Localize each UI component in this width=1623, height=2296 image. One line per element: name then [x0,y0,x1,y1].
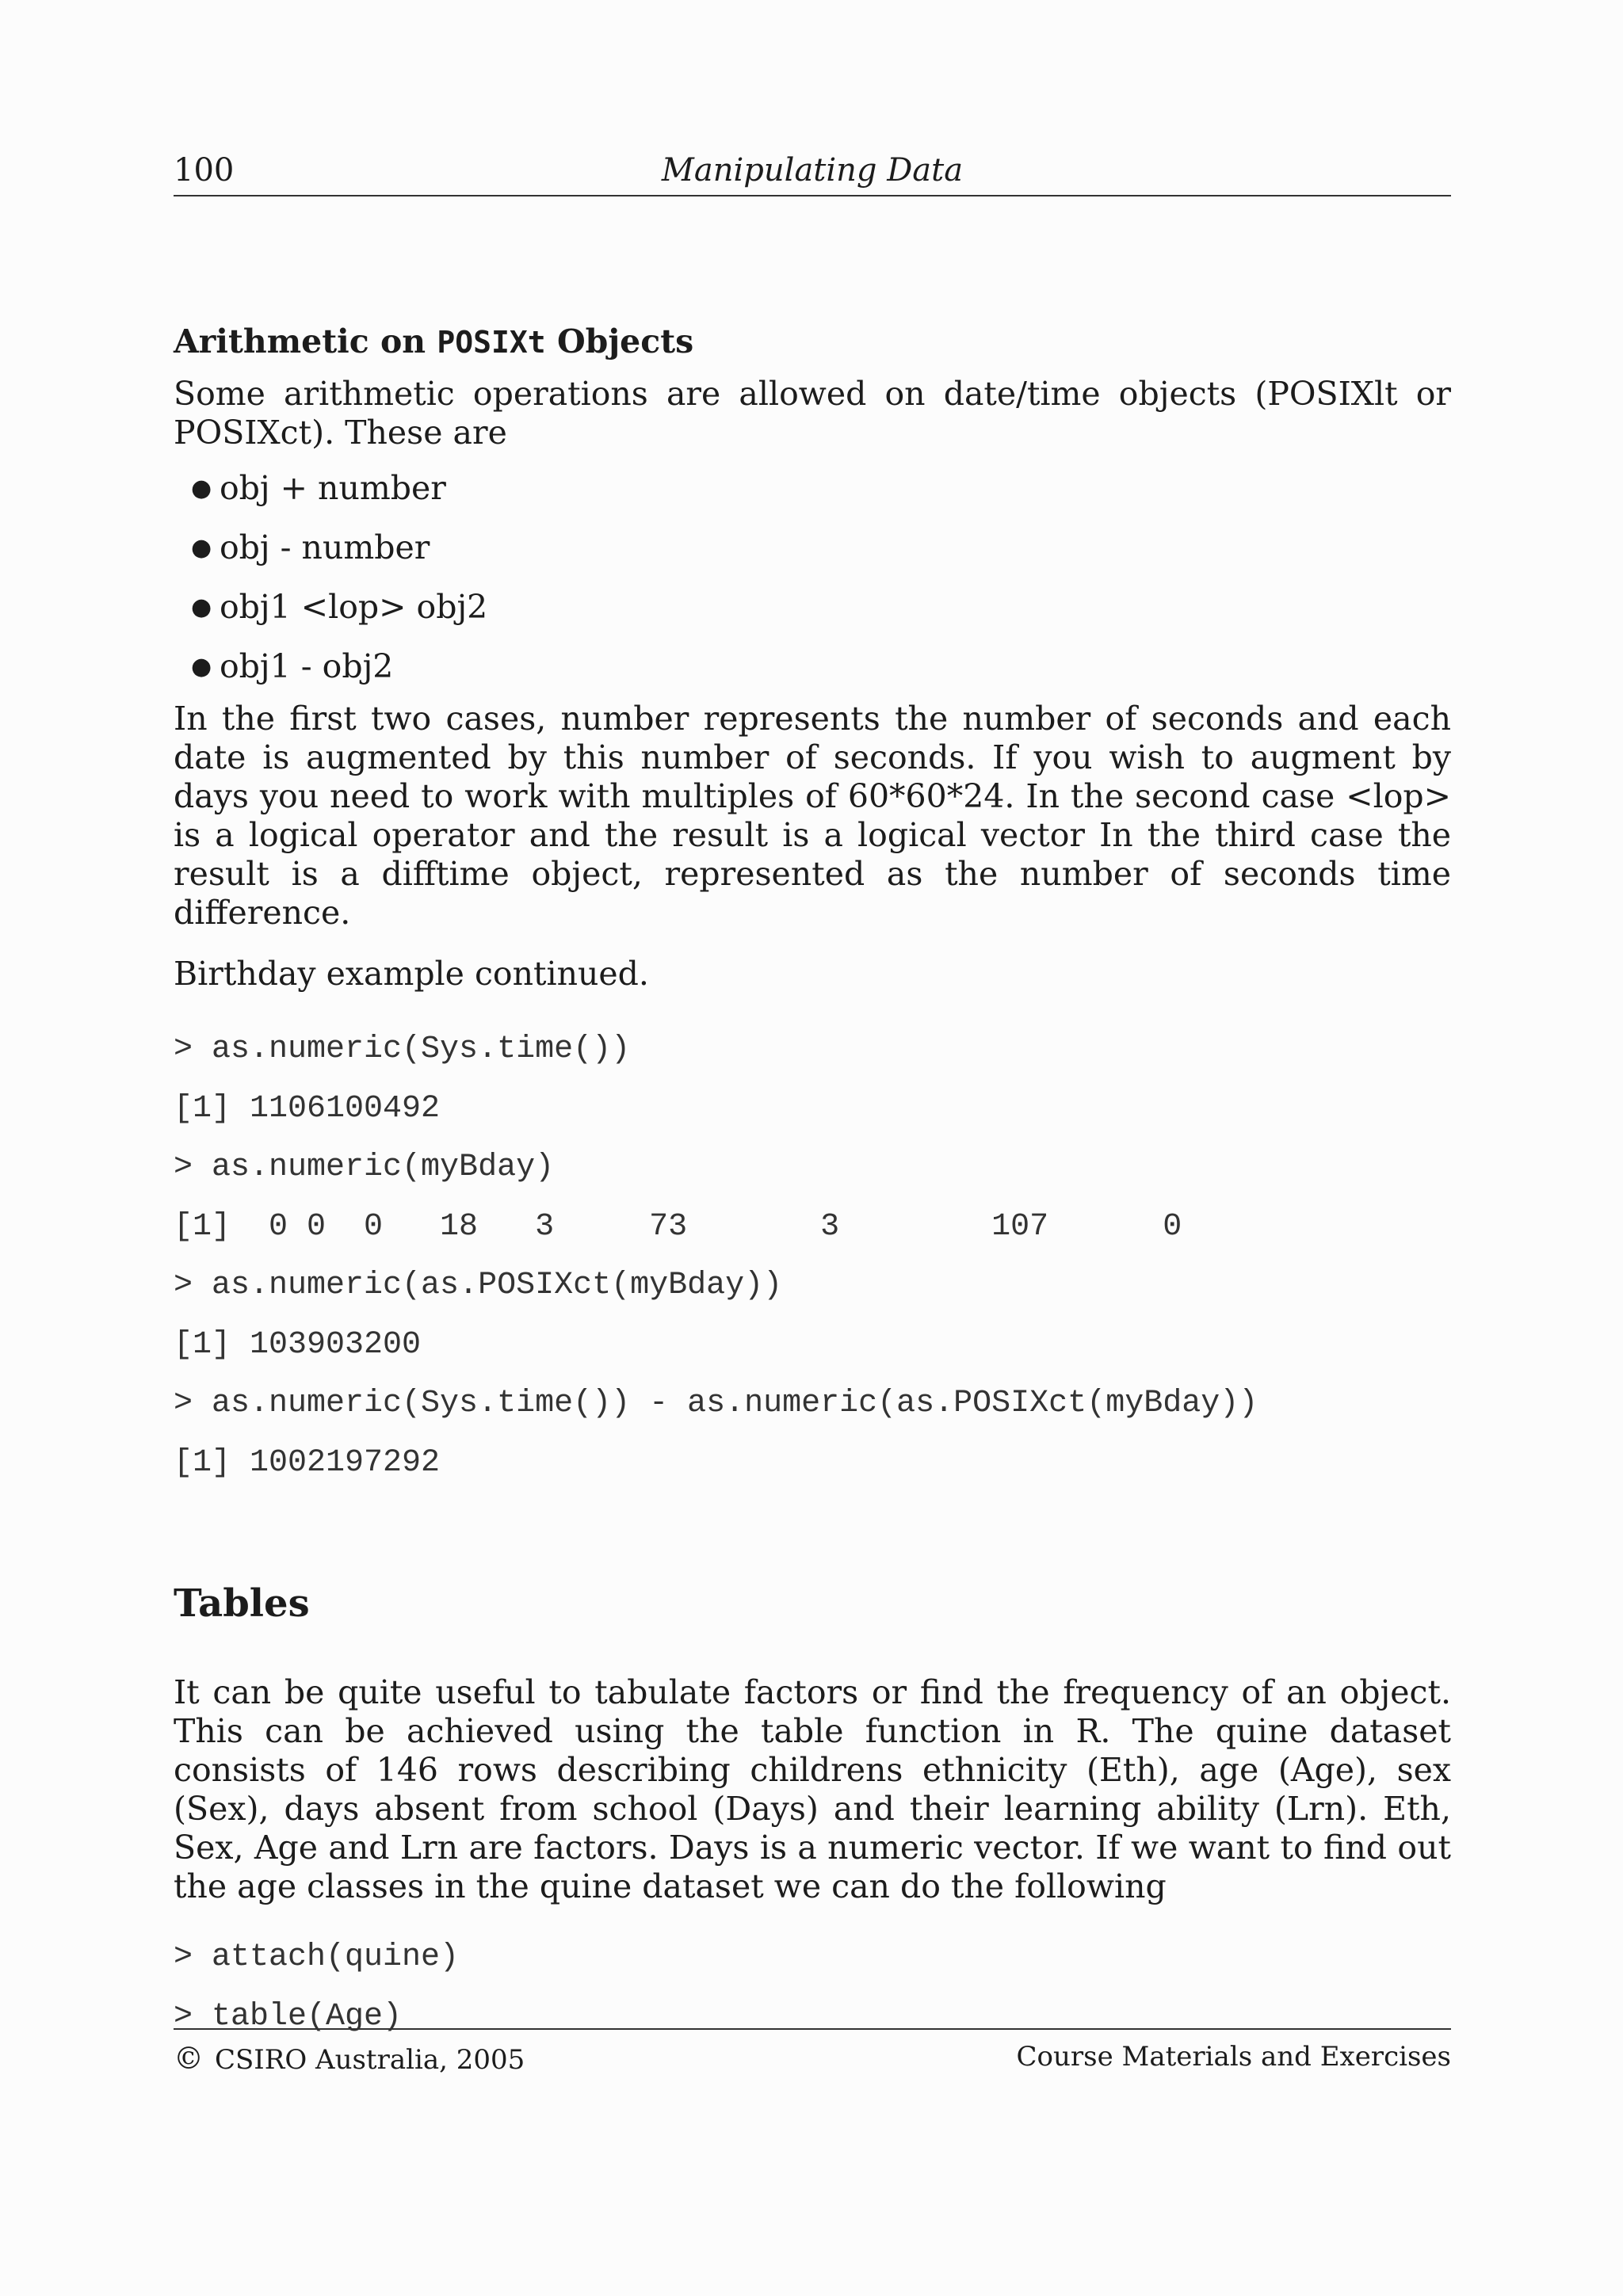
code-line: > as.numeric(Sys.time()) - as.numeric(as.POSIXct(myBday)) [174,1386,1258,1421]
code-line: [1] 0 0 0 18 3 73 3 107 0 [174,1208,1182,1245]
list-item: ● obj - number [220,518,1451,578]
bullet-icon: ● [191,475,212,502]
code-line: > table(Age) [174,1998,403,2035]
bullet-icon: ● [191,534,212,562]
birthday-note: Birthday example continued. [174,955,649,993]
subsection-heading [174,317,1451,367]
code-block-1 [174,1020,1451,1493]
list-item: ● obj1 <lop> obj2 [220,578,1451,637]
code-line: [1] 1106100492 [174,1090,441,1127]
page-footer [174,2028,1451,2076]
code-line: > as.numeric(Sys.time()) [174,1032,631,1067]
page-number: 100 [174,152,235,189]
explanation-paragraph: In the first two cases, number represents the number of seconds and each date is augmented by this number of seconds. If you wish to augment by days you need to work with multiples of 60*60*24. In the second case <lop> is a logical operator and the result is a logical vector In the third case the result is a difftime object, represented as the number of seconds time difference. [174,700,1451,932]
copyright-text: CSIRO Australia, 2005 [215,2044,525,2076]
list-item: ● obj1 - obj2 [220,637,1451,696]
copyright-notice [174,2041,525,2076]
bullet-icon: ● [191,593,212,621]
chapter-title: Manipulating Data [661,152,964,189]
course-label: Course Materials and Exercises [1016,2041,1451,2073]
copyright-icon: © [174,2041,204,2076]
page-content [174,317,1451,2046]
code-line: > as.numeric(as.POSIXct(myBday)) [174,1268,783,1303]
subsection-code: POSIXt [437,325,546,360]
tables-paragraph: It can be quite useful to tabulate factors or find the frequency of an object. This can be achieved using the table function in R. The quine dataset consists of 146 rows describing childrens ethnicity (Eth), age (Age), sex (Sex), days absent from school (Days) and their learning ability (Lrn). Eth, Sex, Age and Lrn are factors. Days is a numeric vector. If we want to find out the age classes in the quine dataset we can do the following [174,1673,1451,1905]
bullet-icon: ● [191,653,212,681]
subsection-suffix: Objects [545,322,694,360]
list-item: ● obj + number [220,459,1451,518]
code-line: [1] 103903200 [174,1326,422,1363]
code-line: > attach(quine) [174,1939,460,1975]
subsection-prefix: Arithmetic on [174,322,437,360]
code-line: > as.numeric(myBday) [174,1150,555,1185]
page-header [174,152,1451,196]
operation-list [174,459,1451,696]
code-line: [1] 1002197292 [174,1444,441,1481]
intro-paragraph: Some arithmetic operations are allowed on date/time objects (POSIXlt or POSIXct). These are [174,375,1451,452]
section-title: Tables [174,1581,310,1626]
